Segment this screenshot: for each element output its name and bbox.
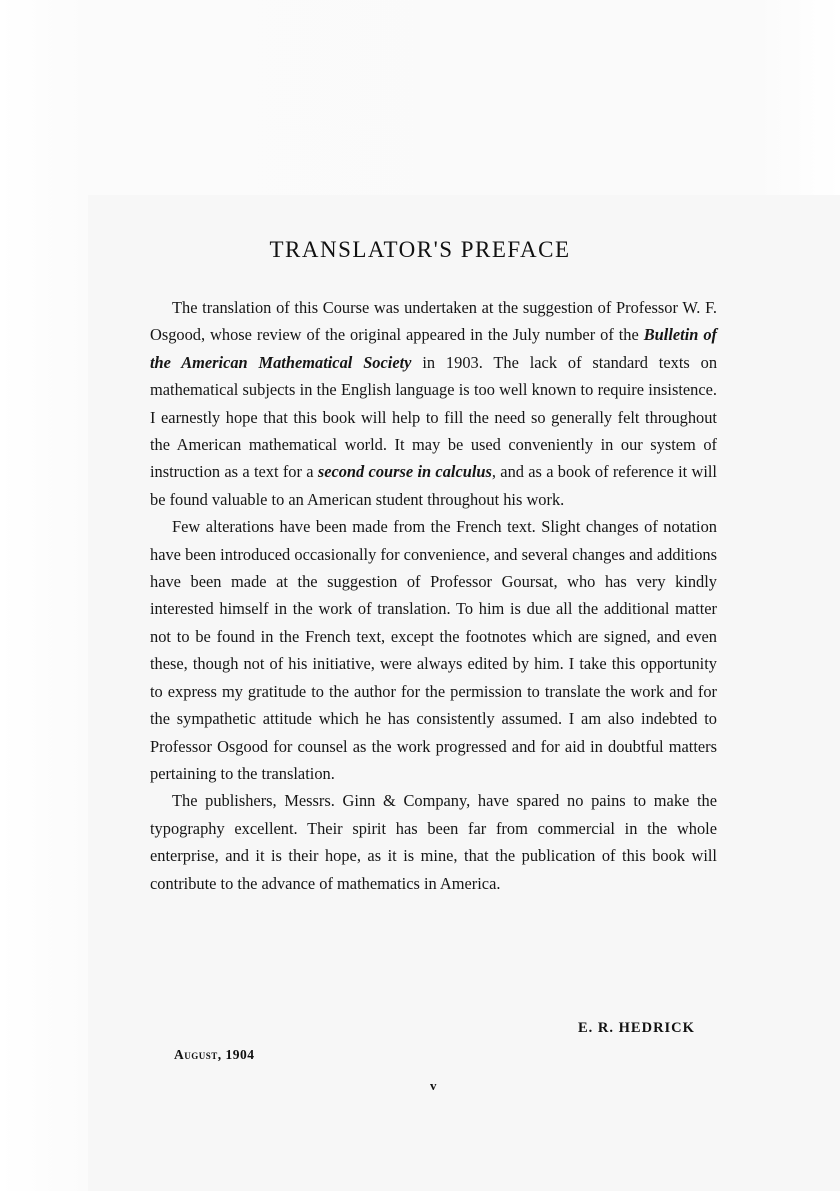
page-title: TRANSLATOR'S PREFACE bbox=[269, 237, 571, 263]
paragraph-1-text-c: , and as a book of reference it will be found valuable to an American student throughout his work. bbox=[150, 462, 717, 509]
paragraph-1-text-b: in 1903. The lack of standard texts on mathematical subjects in the English language is too well known to require insistence. I earnestly hope that this book will help to fill the need so generally felt throughout the American mathematical world. It may be used conveniently in our system of instruction as a text for a bbox=[150, 352, 718, 482]
paragraph-1 bbox=[150, 294, 717, 513]
paragraph-2-text: Few alterations have been made from the French text. Slight changes of notation have been introduced occasionally for convenience, and several changes and additions have been made at the suggestion of Professor Goursat, who has very kindly interested himself in the work of translation. To him is due all the additional matter not to be found in the French text, except the footnotes which are signed, and even these, though not of his initiative, were always edited by him. I take this opportunity to express my gratitude to the author for the permission to translate the work and for the sympathetic attitude which he has consistently assumed. I am also indebted to Professor Osgood for counsel as the work progressed and for aid in doubtful matters pertaining to the translation. bbox=[150, 517, 717, 783]
paragraph-2 bbox=[150, 513, 717, 787]
paragraph-1-text-a: The translation of this Course was undertaken at the suggestion of Professor W. F. Osgood, whose review of the original appeared in the July number of the bbox=[150, 298, 717, 345]
paragraph-3-text: The publishers, Messrs. Ginn & Company, have spared no pains to make the typography excellent. Their spirit has been far from commercial in the whole enterprise, and it is their hope, as it is mine, that the publication of this book will contribute to the advance of mathematics in America. bbox=[150, 791, 717, 893]
page-number: v bbox=[430, 1078, 437, 1093]
paragraph-1-italic-course: second course in calculus bbox=[317, 462, 492, 482]
paragraph-3 bbox=[150, 787, 717, 897]
date-line: August, 1904 bbox=[174, 1047, 255, 1062]
signature: E. R. HEDRICK bbox=[578, 1020, 695, 1036]
preface-body bbox=[150, 294, 717, 897]
paragraph-1-italic-bulletin: Bulletin of the American Mathematical Society bbox=[150, 325, 718, 372]
